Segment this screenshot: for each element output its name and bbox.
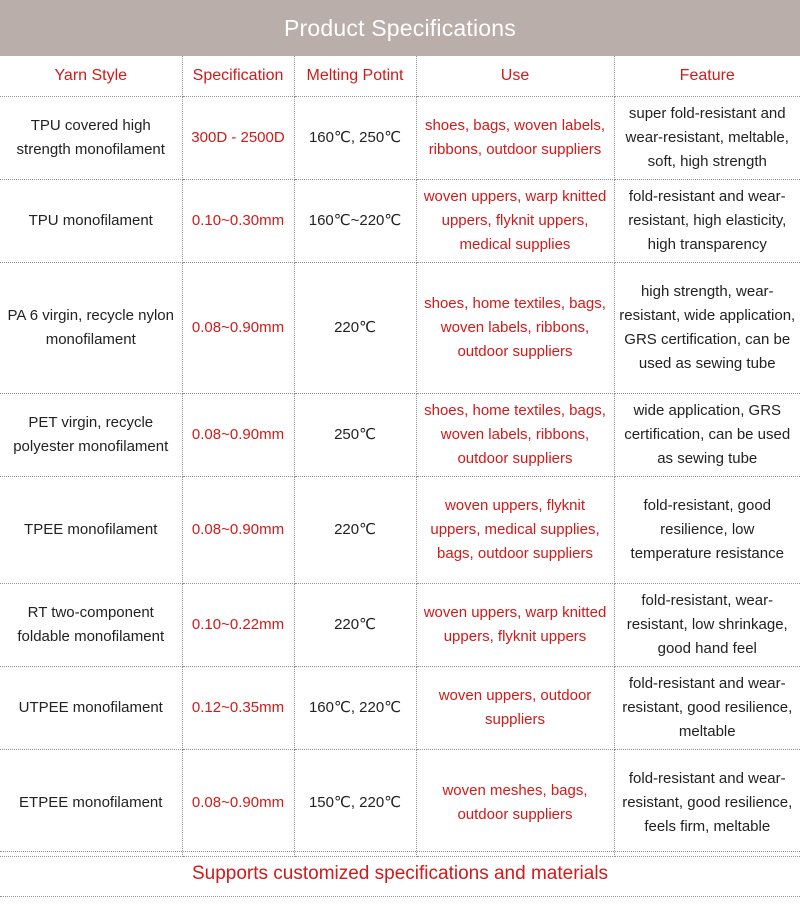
cell-use: woven uppers, warp knitted uppers, flyknit uppers, medical supplies xyxy=(416,179,614,262)
cell-use: woven meshes, bags, outdoor suppliers xyxy=(416,749,614,856)
header-feature: Feature xyxy=(614,56,800,96)
cell-specification: 0.08~0.90mm xyxy=(182,749,294,856)
cell-melting-point: 220℃ xyxy=(294,476,416,583)
page-title: Product Specifications xyxy=(0,0,800,56)
cell-feature: fold-resistant and wear-resistant, high elasticity, high transparency xyxy=(614,179,800,262)
cell-melting-point: 160℃~220℃ xyxy=(294,179,416,262)
table-row xyxy=(0,393,800,476)
cell-melting-point: 160℃, 250℃ xyxy=(294,96,416,179)
cell-feature: high strength, wear-resistant, wide application, GRS certification, can be used as sewing tube xyxy=(614,262,800,393)
cell-yarn-style: PET virgin, recycle polyester monofilament xyxy=(0,393,182,476)
header-yarn-style: Yarn Style xyxy=(0,56,182,96)
table-row xyxy=(0,262,800,393)
cell-specification: 300D - 2500D xyxy=(182,96,294,179)
header-melting-point: Melting Potint xyxy=(294,56,416,96)
cell-use: shoes, bags, woven labels, ribbons, outdoor suppliers xyxy=(416,96,614,179)
cell-yarn-style: UTPEE monofilament xyxy=(0,666,182,749)
cell-specification: 0.08~0.90mm xyxy=(182,393,294,476)
table-row xyxy=(0,749,800,856)
customization-note: Supports customized specifications and materials xyxy=(0,851,800,897)
table-row xyxy=(0,179,800,262)
cell-use: woven uppers, outdoor suppliers xyxy=(416,666,614,749)
cell-melting-point: 250℃ xyxy=(294,393,416,476)
cell-feature: fold-resistant and wear-resistant, good resilience, meltable xyxy=(614,666,800,749)
cell-melting-point: 220℃ xyxy=(294,262,416,393)
cell-yarn-style: TPEE monofilament xyxy=(0,476,182,583)
cell-yarn-style: ETPEE monofilament xyxy=(0,749,182,856)
cell-use: woven uppers, flyknit uppers, medical supplies, bags, outdoor suppliers xyxy=(416,476,614,583)
cell-use: shoes, home textiles, bags, woven labels, ribbons, outdoor suppliers xyxy=(416,262,614,393)
cell-specification: 0.08~0.90mm xyxy=(182,476,294,583)
cell-specification: 0.08~0.90mm xyxy=(182,262,294,393)
table-row xyxy=(0,96,800,179)
cell-yarn-style: TPU monofilament xyxy=(0,179,182,262)
table-row xyxy=(0,666,800,749)
cell-yarn-style: PA 6 virgin, recycle nylon monofilament xyxy=(0,262,182,393)
cell-yarn-style: TPU covered high strength monofilament xyxy=(0,96,182,179)
cell-use: shoes, home textiles, bags, woven labels, ribbons, outdoor suppliers xyxy=(416,393,614,476)
header-specification: Specification xyxy=(182,56,294,96)
cell-use: woven uppers, warp knitted uppers, flyknit uppers xyxy=(416,583,614,666)
cell-specification: 0.10~0.22mm xyxy=(182,583,294,666)
table-row xyxy=(0,583,800,666)
specifications-table xyxy=(0,56,800,857)
cell-feature: super fold-resistant and wear-resistant, meltable, soft, high strength xyxy=(614,96,800,179)
cell-melting-point: 150℃, 220℃ xyxy=(294,749,416,856)
cell-feature: fold-resistant and wear-resistant, good resilience, feels firm, meltable xyxy=(614,749,800,856)
cell-specification: 0.12~0.35mm xyxy=(182,666,294,749)
header-use: Use xyxy=(416,56,614,96)
cell-feature: fold-resistant, wear-resistant, low shrinkage, good hand feel xyxy=(614,583,800,666)
cell-melting-point: 220℃ xyxy=(294,583,416,666)
cell-melting-point: 160℃, 220℃ xyxy=(294,666,416,749)
cell-feature: wide application, GRS certification, can be used as sewing tube xyxy=(614,393,800,476)
table-header-row xyxy=(0,56,800,96)
cell-yarn-style: RT two-component foldable monofilament xyxy=(0,583,182,666)
cell-specification: 0.10~0.30mm xyxy=(182,179,294,262)
cell-feature: fold-resistant, good resilience, low temperature resistance xyxy=(614,476,800,583)
table-row xyxy=(0,476,800,583)
